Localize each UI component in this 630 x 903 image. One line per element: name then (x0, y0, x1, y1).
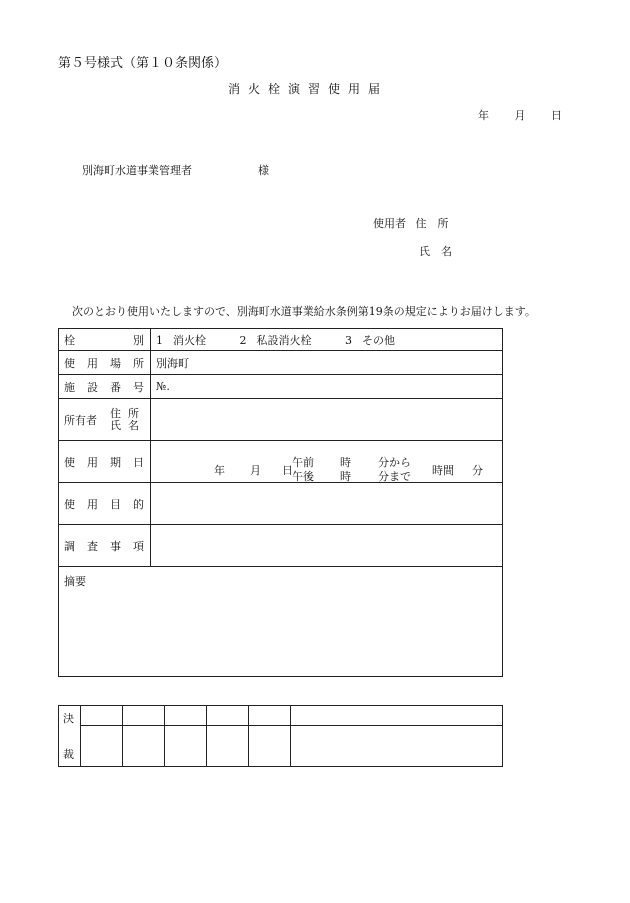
approval-label-bottom: 裁 (63, 748, 74, 761)
table-row (59, 726, 503, 767)
owner-label-cell (59, 399, 151, 441)
type-label-cell: 栓 別 (59, 329, 151, 351)
date-day: 日 (551, 109, 562, 122)
table-row (59, 351, 503, 375)
approval-label-top: 決 (63, 712, 74, 725)
approval-stamp-box[interactable] (123, 726, 165, 767)
period-hours: 時間 (432, 463, 454, 477)
period-hour-from: 時 (340, 455, 351, 469)
period-pm: 午後 (292, 469, 314, 483)
period-min-to: 分まで (378, 469, 411, 483)
approval-stamp-box[interactable] (249, 726, 291, 767)
period-am: 午前 (292, 455, 314, 469)
table-row (59, 483, 503, 525)
approval-stamp-box[interactable] (165, 726, 207, 767)
applicant-address-label (373, 215, 449, 231)
approval-table (58, 705, 503, 767)
hydrant-type-options[interactable]: 1 消火栓 2 私設消火栓 3 その他 (151, 329, 503, 351)
approval-stamp-box[interactable] (291, 726, 503, 767)
date-month: 月 (514, 109, 526, 122)
table-row (59, 567, 503, 677)
table-row (59, 399, 503, 441)
table-row (59, 441, 503, 483)
period-year: 年 (214, 463, 225, 477)
approval-label-cell (59, 706, 81, 767)
approval-stamp-header (81, 706, 123, 726)
form-number: 第５号様式（第１０条関係） (58, 56, 228, 71)
honorific: 様 (258, 164, 269, 177)
period-field[interactable] (151, 441, 503, 483)
memo-label: 摘要 (64, 575, 86, 588)
address-label: 住 所 (415, 217, 449, 230)
period-day: 日 (282, 463, 293, 477)
period-hour-to: 時 (340, 469, 351, 483)
table-row (59, 706, 503, 726)
table-row (59, 375, 503, 399)
purpose-label-cell: 使 用 目 的 (59, 483, 151, 525)
approval-stamp-header (291, 706, 503, 726)
addressee: 別海町水道事業管理者 (82, 164, 192, 177)
approval-stamp-header (249, 706, 291, 726)
owner-name-label: 氏名 (110, 418, 146, 432)
date-year: 年 (478, 109, 489, 122)
memo-field[interactable] (59, 567, 503, 677)
approval-stamp-box[interactable] (207, 726, 249, 767)
period-label-cell: 使 用 期 日 (59, 441, 151, 483)
period-minutes: 分 (472, 463, 483, 477)
approval-stamp-box[interactable] (81, 726, 123, 767)
approval-stamp-header (165, 706, 207, 726)
facility-number-field[interactable]: №. (151, 375, 503, 399)
place-label-cell: 使 用 場 所 (59, 351, 151, 375)
place-field[interactable]: 別海町 (151, 351, 503, 375)
application-table (58, 328, 503, 677)
survey-label-cell: 調 査 事 項 (59, 525, 151, 567)
owner-address-label: 住所 (110, 406, 146, 420)
owner-label: 所有者 (64, 413, 97, 427)
applicant-label: 使用者 (373, 217, 406, 230)
table-row (59, 329, 503, 351)
facility-label-cell: 施 設 番 号 (59, 375, 151, 399)
approval-stamp-header (207, 706, 249, 726)
period-min-from: 分から (378, 455, 411, 469)
owner-field[interactable] (151, 399, 503, 441)
purpose-field[interactable] (151, 483, 503, 525)
document-title: 消火栓演習使用届 (228, 82, 389, 96)
date-line (478, 107, 562, 123)
name-label: 氏 名 (419, 245, 452, 258)
period-month: 月 (250, 463, 261, 477)
approval-stamp-header (123, 706, 165, 726)
intro-text: 次のとおり使用いたしますので、別海町水道事業給水条例第19条の規定によりお届けします。 (72, 305, 536, 318)
table-row (59, 525, 503, 567)
survey-field[interactable] (151, 525, 503, 567)
